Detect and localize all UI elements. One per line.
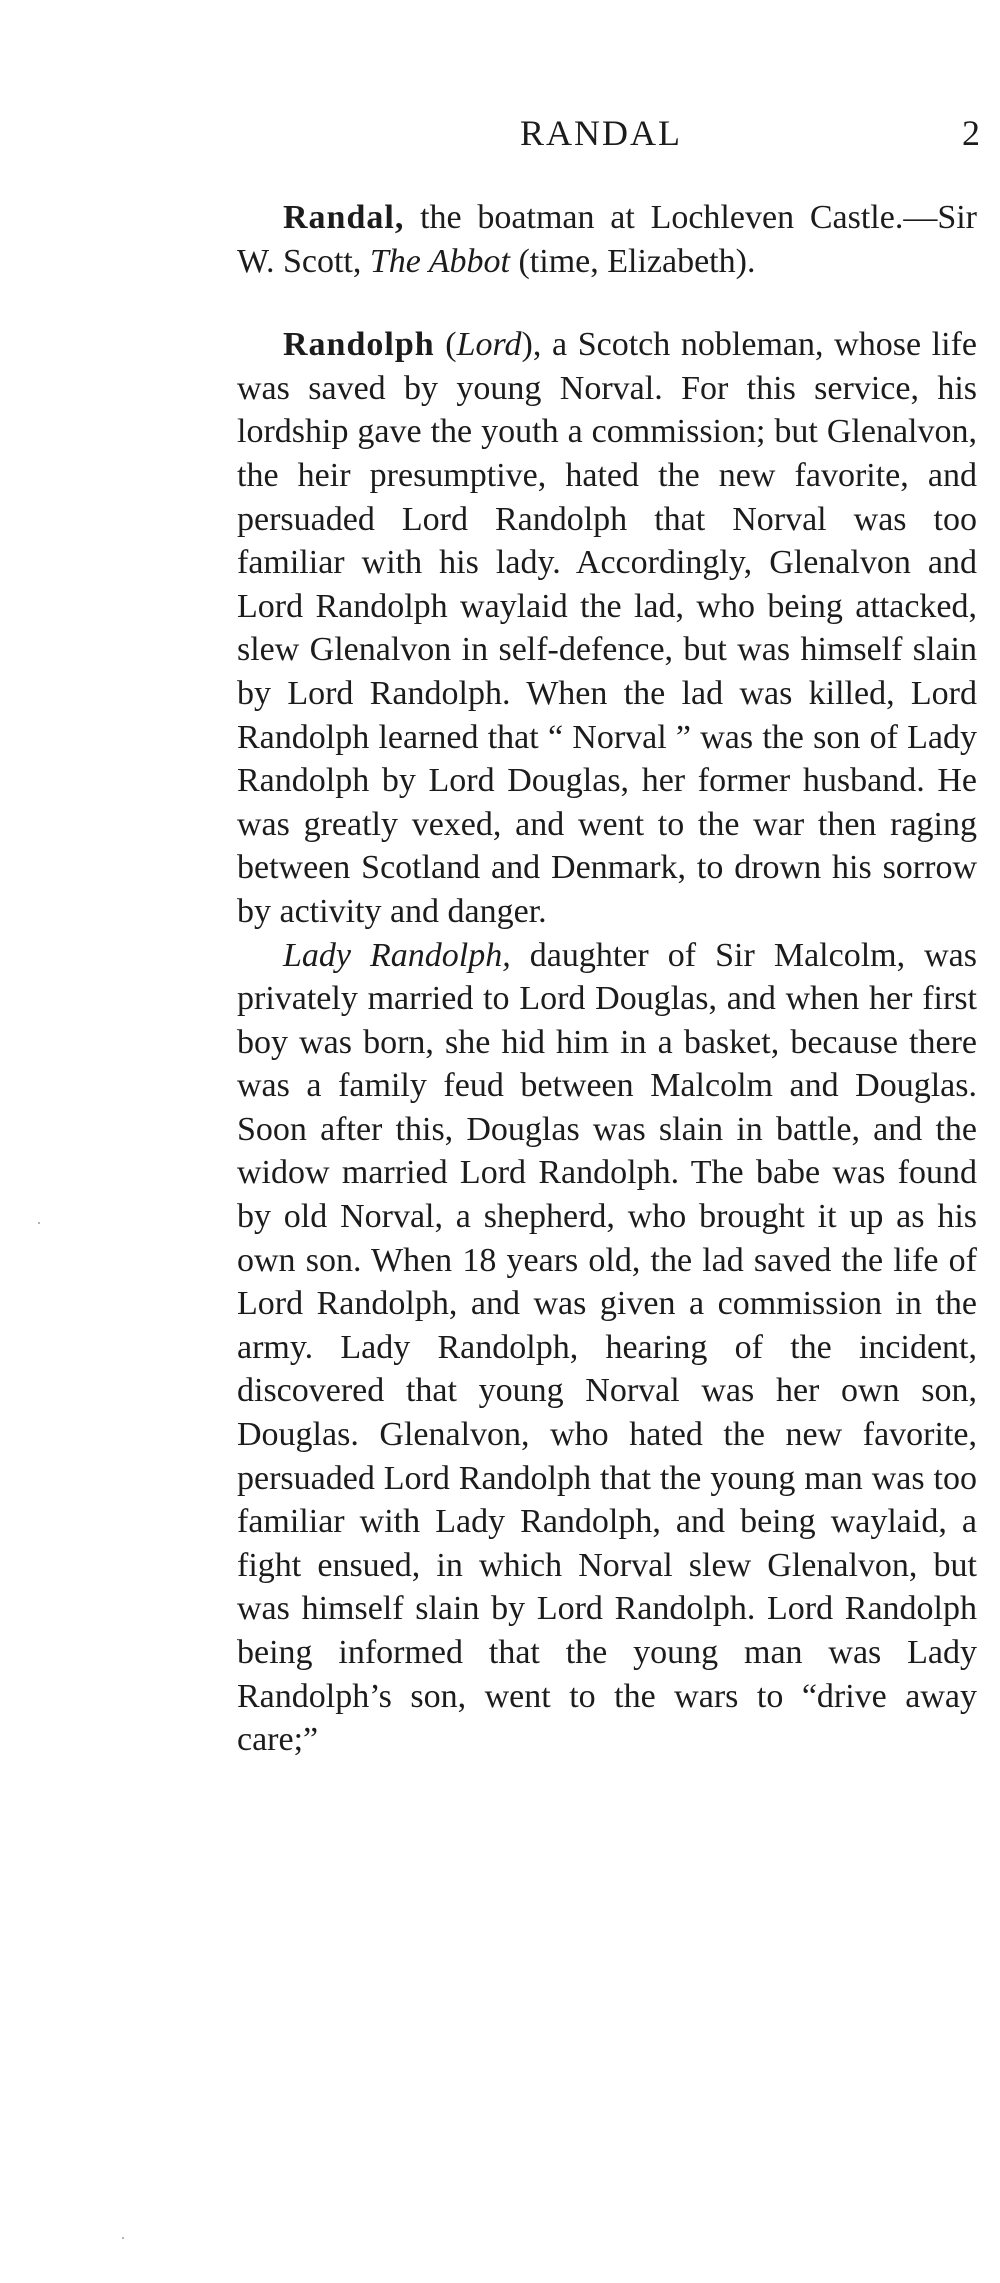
entry-text: daughter of Sir Malcolm, was privately married to Lord Douglas, and when her first boy was born, she hid him in a basket, because there was a family feud between Malcolm and Douglas. Soon after this, Douglas was slain in battle, and the widow married Lord Randolph. The babe was found by old Norval, a shepherd, who brought it up as his own son. When 18 years old, the lad saved the life of Lord Randolph, and was given a commission in the army. Lady Randolph, hearing of the incident, discovered that young Norval was her own son, Douglas. Glenalvon, who hated the new favorite, persuaded Lord Randolph that the young man was too familiar with Lady Randolph, and being waylaid, a fight ensued, in which Norval slew Glenalvon, but was himself slain by Lord Randolph. Lord Randolph being informed that the young man was Lady Randolph’s son, went to the wars to “drive away care;”: [237, 936, 977, 1759]
headword: Randolph: [283, 326, 435, 364]
subheadword: Lady Randolph,: [283, 936, 511, 974]
entry-randolph-lord: [237, 323, 977, 933]
page-number: 2: [962, 113, 980, 153]
entry-randal: [237, 196, 977, 283]
body-text: [237, 196, 977, 1762]
paper-speck: [38, 1222, 40, 1224]
entry-text: ), a Scotch nobleman, whose life was saved by young Norval. For this service, his lordship gave the youth a commission; but Glenalvon, the heir presumptive, hated the new favorite, and persuaded Lord Randolph that Norval was too familiar with his lady. Accordingly, Glenalvon and Lord Randolph waylaid the lad, who being attacked, slew Glenalvon in self-defence, but was himself slain by Lord Randolph. When the lad was killed, Lord Randolph learned that “ Norval ” was the son of Lady Randolph by Lord Douglas, her former husband. He was greatly vexed, and went to the war then raging between Scotland and Denmark, to drown his sorrow by activity and danger.: [237, 326, 977, 930]
entry-text: the boatman at Lochleven Castle.—Sir W. Scott,: [237, 199, 977, 280]
paper-speck: [122, 2237, 124, 2239]
page-header: [240, 112, 980, 172]
running-head: RANDAL: [520, 113, 682, 153]
headword: Randal,: [283, 199, 405, 236]
entry-text: (: [434, 326, 457, 364]
entry-text: (time, Elizabeth).: [509, 242, 756, 280]
entry-lady-randolph: [237, 934, 977, 1762]
headword-qualifier: Lord: [456, 326, 522, 364]
work-title: The Abbot: [369, 242, 510, 280]
